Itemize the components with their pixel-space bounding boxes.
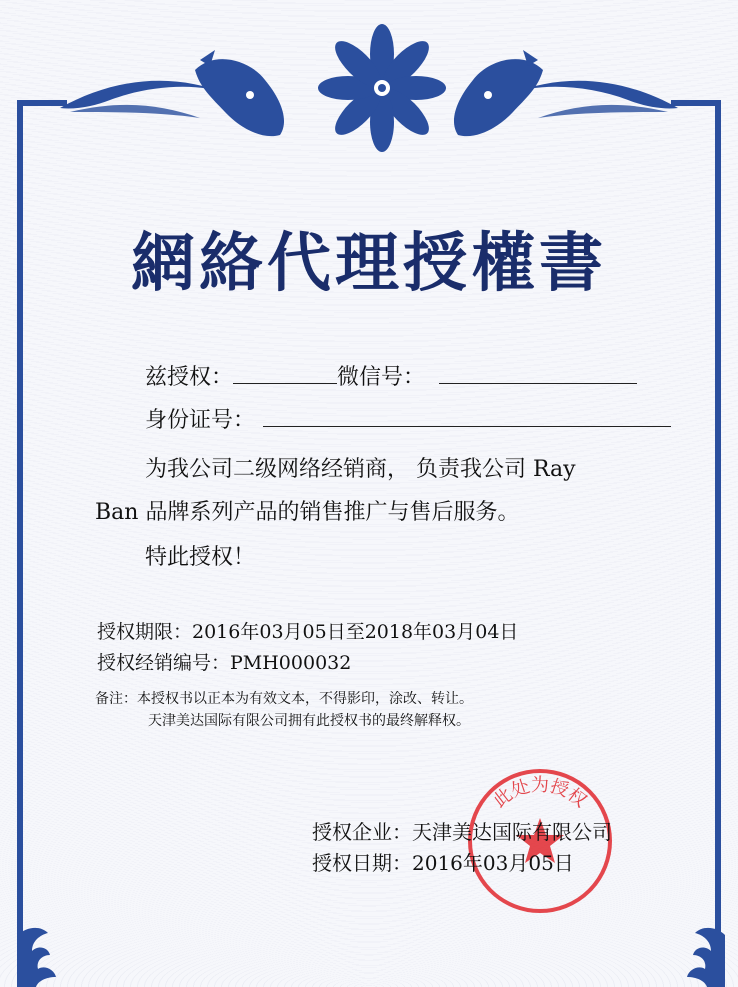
id-blank bbox=[263, 404, 671, 427]
top-ornament bbox=[0, 0, 738, 170]
authorization-date: 授权日期：2016年03月05日 bbox=[312, 851, 574, 875]
seal-text: 此处为授权 bbox=[489, 775, 591, 812]
authorization-period: 授权期限：2016年03月05日至2018年03月04日 bbox=[97, 621, 519, 643]
authorize-blank bbox=[233, 361, 337, 384]
paragraph-line-2: Ban 品牌系列产品的销售推广与售后服务。 bbox=[95, 500, 520, 525]
wechat-blank bbox=[439, 361, 637, 384]
authorize-label: 兹授权： bbox=[145, 365, 234, 390]
note-line-1: 备注：本授权书以正本为有效文本，不得影印，涂改、转让。 bbox=[95, 691, 473, 707]
page-title: 網絡代理授權書 bbox=[131, 227, 607, 301]
authorize-row bbox=[145, 360, 637, 391]
note-line-2: 天津美达国际有限公司拥有此授权书的最终解释权。 bbox=[148, 713, 470, 729]
authorizing-company: 授权企业：天津美达国际有限公司 bbox=[312, 820, 612, 844]
authorization-number: 授权经销编号：PMH000032 bbox=[97, 652, 352, 674]
wechat-label: 微信号： bbox=[337, 365, 426, 390]
id-row bbox=[145, 403, 671, 434]
corner-ornament-right bbox=[685, 925, 725, 987]
corner-ornament-left bbox=[18, 925, 58, 987]
closing-text: 特此授权！ bbox=[145, 545, 256, 570]
id-label: 身份证号： bbox=[145, 408, 256, 433]
paragraph-line-1: 为我公司二级网络经销商， 负责我公司 Ray bbox=[145, 457, 576, 482]
